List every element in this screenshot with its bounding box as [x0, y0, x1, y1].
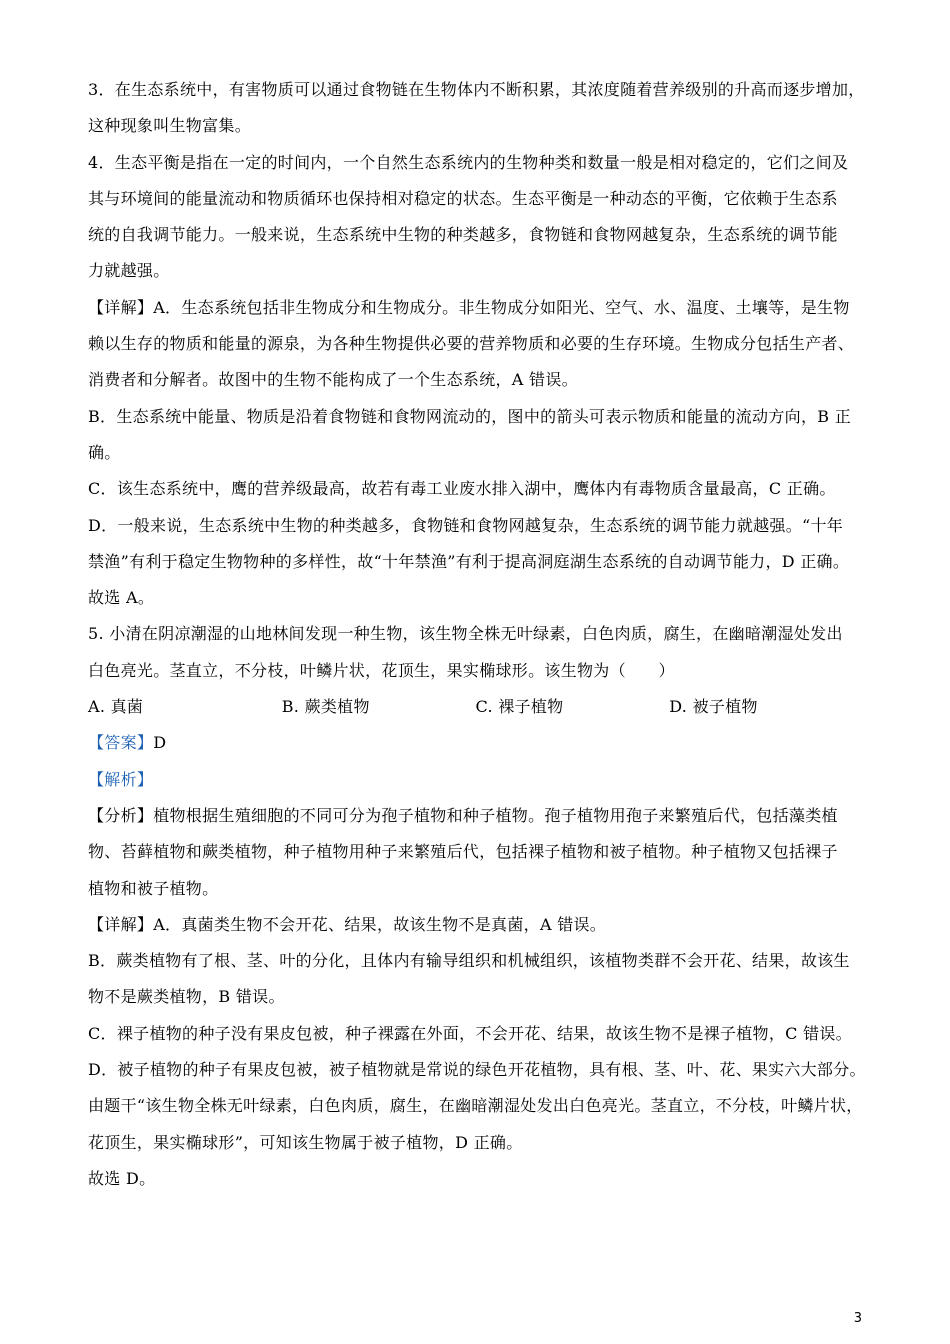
text-line: 禁渔”有利于稳定生物物种的多样性，故“十年禁渔”有利于提高洞庭湖生态系统的自动调节能力，D 正确。	[88, 551, 850, 571]
answer-options	[88, 689, 863, 725]
analysis-line: 花顶生，果实椭球形”，可知该生物属于被子植物，D 正确。	[88, 1132, 523, 1152]
page-number: 3	[853, 1311, 862, 1326]
text-line: 赖以生存的物质和能量的源泉，为各种生物提供必要的营养物质和必要的生存环境。生物成分包括生产者、	[88, 334, 855, 354]
answer-tag: 【答案】	[88, 733, 154, 753]
text-line: 故选 A。	[88, 588, 155, 608]
text-line: 这种现象叫生物富集。	[88, 116, 252, 136]
analysis-line: 故选 D。	[88, 1168, 156, 1188]
analysis-line: 物、苔藓植物和蕨类植物，种子植物用种子来繁殖后代，包括裸子植物和被子植物。种子植物又包括裸子	[88, 842, 838, 862]
analysis-line: B．蕨类植物有了根、茎、叶的分化，且体内有输导组织和机械组织，该植物类群不会开花、结果，故该生	[88, 951, 850, 971]
text-line: C．该生态系统中，鹰的营养级最高，故若有毒工业废水排入湖中，鹰体内有毒物质含量最高，C 正确。	[88, 479, 836, 499]
analysis-line: 由题干“该生物全株无叶绿素，白色肉质，腐生，在幽暗潮湿处发出白色亮光。茎直立，不分枝，叶鳞片状，	[88, 1096, 863, 1116]
analysis-tag: 【解析】	[88, 769, 154, 789]
question-stem: 白色亮光。茎直立，不分枝，叶鳞片状，花顶生，果实椭球形。该生物为（ ）	[88, 660, 675, 680]
analysis-line: C．裸子植物的种子没有果皮包被，种子裸露在外面，不会开花、结果，故该生物不是裸子植物，C 错误。	[88, 1023, 852, 1043]
analysis-line: 【详解】A．真菌类生物不会开花、结果，故该生物不是真菌，A 错误。	[88, 914, 607, 934]
text-line: 其与环境间的能量流动和物质循环也保持相对稳定的状态。生态平衡是一种动态的平衡，它依赖于生态系	[88, 188, 838, 208]
text-line: 【详解】A．生态系统包括非生物成分和生物成分。非生物成分如阳光、空气、水、温度、土壤等，是生物	[88, 297, 850, 317]
text-line: D．一般来说，生态系统中生物的种类越多，食物链和食物网越复杂，生态系统的调节能力就越强。“十年	[88, 515, 844, 535]
text-line: 消费者和分解者。故图中的生物不能构成了一个生态系统，A 错误。	[88, 370, 578, 390]
text-line: 4．生态平衡是指在一定的时间内，一个自然生态系统内的生物种类和数量一般是相对稳定的，它们之间及	[88, 152, 849, 172]
option-a: A. 真菌	[88, 697, 144, 717]
analysis-line: 植物和被子植物。	[88, 878, 219, 898]
question-stem: 5. 小清在阴凉潮湿的山地林间发现一种生物，该生物全株无叶绿素，白色肉质，腐生，在幽暗潮湿处发出	[88, 624, 843, 644]
option-c: C. 裸子植物	[475, 697, 564, 717]
answer-value: D	[153, 733, 167, 753]
text-line: B．生态系统中能量、物质是沿着食物链和食物网流动的，图中的箭头可表示物质和能量的流动方向，B 正	[88, 406, 852, 426]
text-line: 统的自我调节能力。一般来说，生态系统中生物的种类越多，食物链和食物网越复杂，生态系统的调节能	[88, 225, 838, 245]
analysis-line: 物不是蕨类植物，B 错误。	[88, 987, 285, 1007]
text-line: 确。	[88, 442, 121, 462]
option-d: D. 被子植物	[669, 697, 758, 717]
analysis-line: 【分析】植物根据生殖细胞的不同可分为孢子植物和种子植物。孢子植物用孢子来繁殖后代，包括藻类植	[88, 805, 838, 825]
answer-line	[88, 725, 863, 761]
analysis-heading	[88, 762, 863, 798]
option-b: B. 蕨类植物	[281, 697, 370, 717]
text-line: 3．在生态系统中，有害物质可以通过食物链在生物体内不断积累，其浓度随着营养级别的升高而逐步增加，	[88, 80, 865, 99]
document-body	[88, 72, 866, 1197]
analysis-line: D．被子植物的种子有果皮包被，被子植物就是常说的绿色开花植物，具有根、茎、叶、花、果实六大部分。	[88, 1060, 866, 1080]
text-line: 力就越强。	[88, 261, 170, 281]
